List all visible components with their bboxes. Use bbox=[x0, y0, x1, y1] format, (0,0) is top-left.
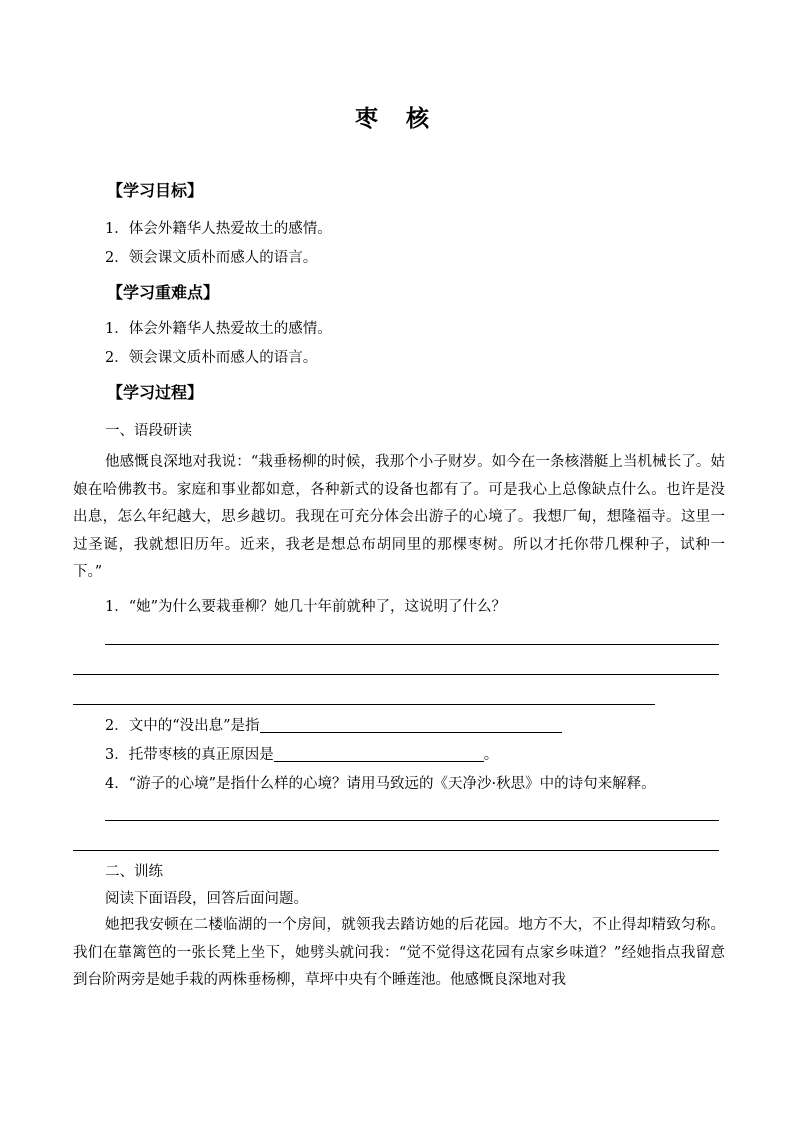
objectives-heading: 【学习目标】 bbox=[107, 181, 204, 200]
answer-line[interactable] bbox=[105, 644, 719, 645]
objective-item: 2．领会课文质朴而感人的语言。 bbox=[105, 250, 318, 266]
answer-line[interactable] bbox=[105, 820, 719, 821]
answer-line[interactable] bbox=[73, 704, 655, 705]
part1-passage: 他感慨良深地对我说：“栽垂杨柳的时候，我那个小子财岁。如今在一条核潜艇上当机械长了。姑娘在哈佛教书。家庭和事业都如意，各种新式的设备也都有了。可是我心上总像缺点什么。也许是没出息，怎么年纪越大，思乡越切。我现在可充分体会出游子的心境了。我想厂甸，想隆福寺。这里一过圣诞，我就想旧历年。近来，我老是想总布胡同里的那棵枣树。所以才托你带几棵种子，试种一下。” bbox=[73, 454, 725, 580]
key-point-item: 2．领会课文质朴而感人的语言。 bbox=[105, 350, 318, 366]
question-2-text: 2．文中的“没出息”是指 bbox=[105, 718, 260, 734]
page-title: 枣 核 bbox=[354, 106, 439, 132]
part1-heading: 一、语段研读 bbox=[105, 423, 192, 439]
objective-item: 1．体会外籍华人热爱故土的感情。 bbox=[105, 221, 332, 237]
question-1: 1．“她”为什么要栽垂柳？她几十年前就种了，这说明了什么？ bbox=[105, 599, 507, 615]
part2-instruction: 阅读下面语段，回答后面问题。 bbox=[105, 891, 308, 907]
answer-blank[interactable] bbox=[274, 745, 484, 762]
process-heading: 【学习过程】 bbox=[107, 383, 204, 402]
question-3-end: 。 bbox=[483, 747, 499, 763]
answer-blank[interactable] bbox=[260, 716, 562, 733]
key-point-item: 1．体会外籍华人热爱故土的感情。 bbox=[105, 321, 332, 337]
part2-heading: 二、训练 bbox=[105, 864, 163, 880]
answer-line[interactable] bbox=[73, 850, 719, 851]
part2-passage: 她把我安顿在二楼临湖的一个房间，就领我去踏访她的后花园。地方不大，不止得却精致匀称。我们在靠篱笆的一张长凳上坐下，她劈头就问我：“觉不觉得这花园有点家乡味道？”经她指点我留意到台阶两旁是她手栽的两株垂杨柳，草坪中央有个睡莲池。他感慨良深地对我 bbox=[73, 917, 725, 988]
question-4: 4．“游子的心境”是指什么样的心境？请用马致远的《天净沙·秋思》中的诗句来解释。 bbox=[105, 776, 656, 792]
question-2 bbox=[105, 716, 562, 736]
key-points-heading: 【学习重难点】 bbox=[107, 283, 220, 302]
question-3 bbox=[105, 745, 498, 765]
answer-line[interactable] bbox=[73, 674, 719, 675]
question-3-text: 3．托带枣核的真正原因是 bbox=[105, 747, 274, 763]
